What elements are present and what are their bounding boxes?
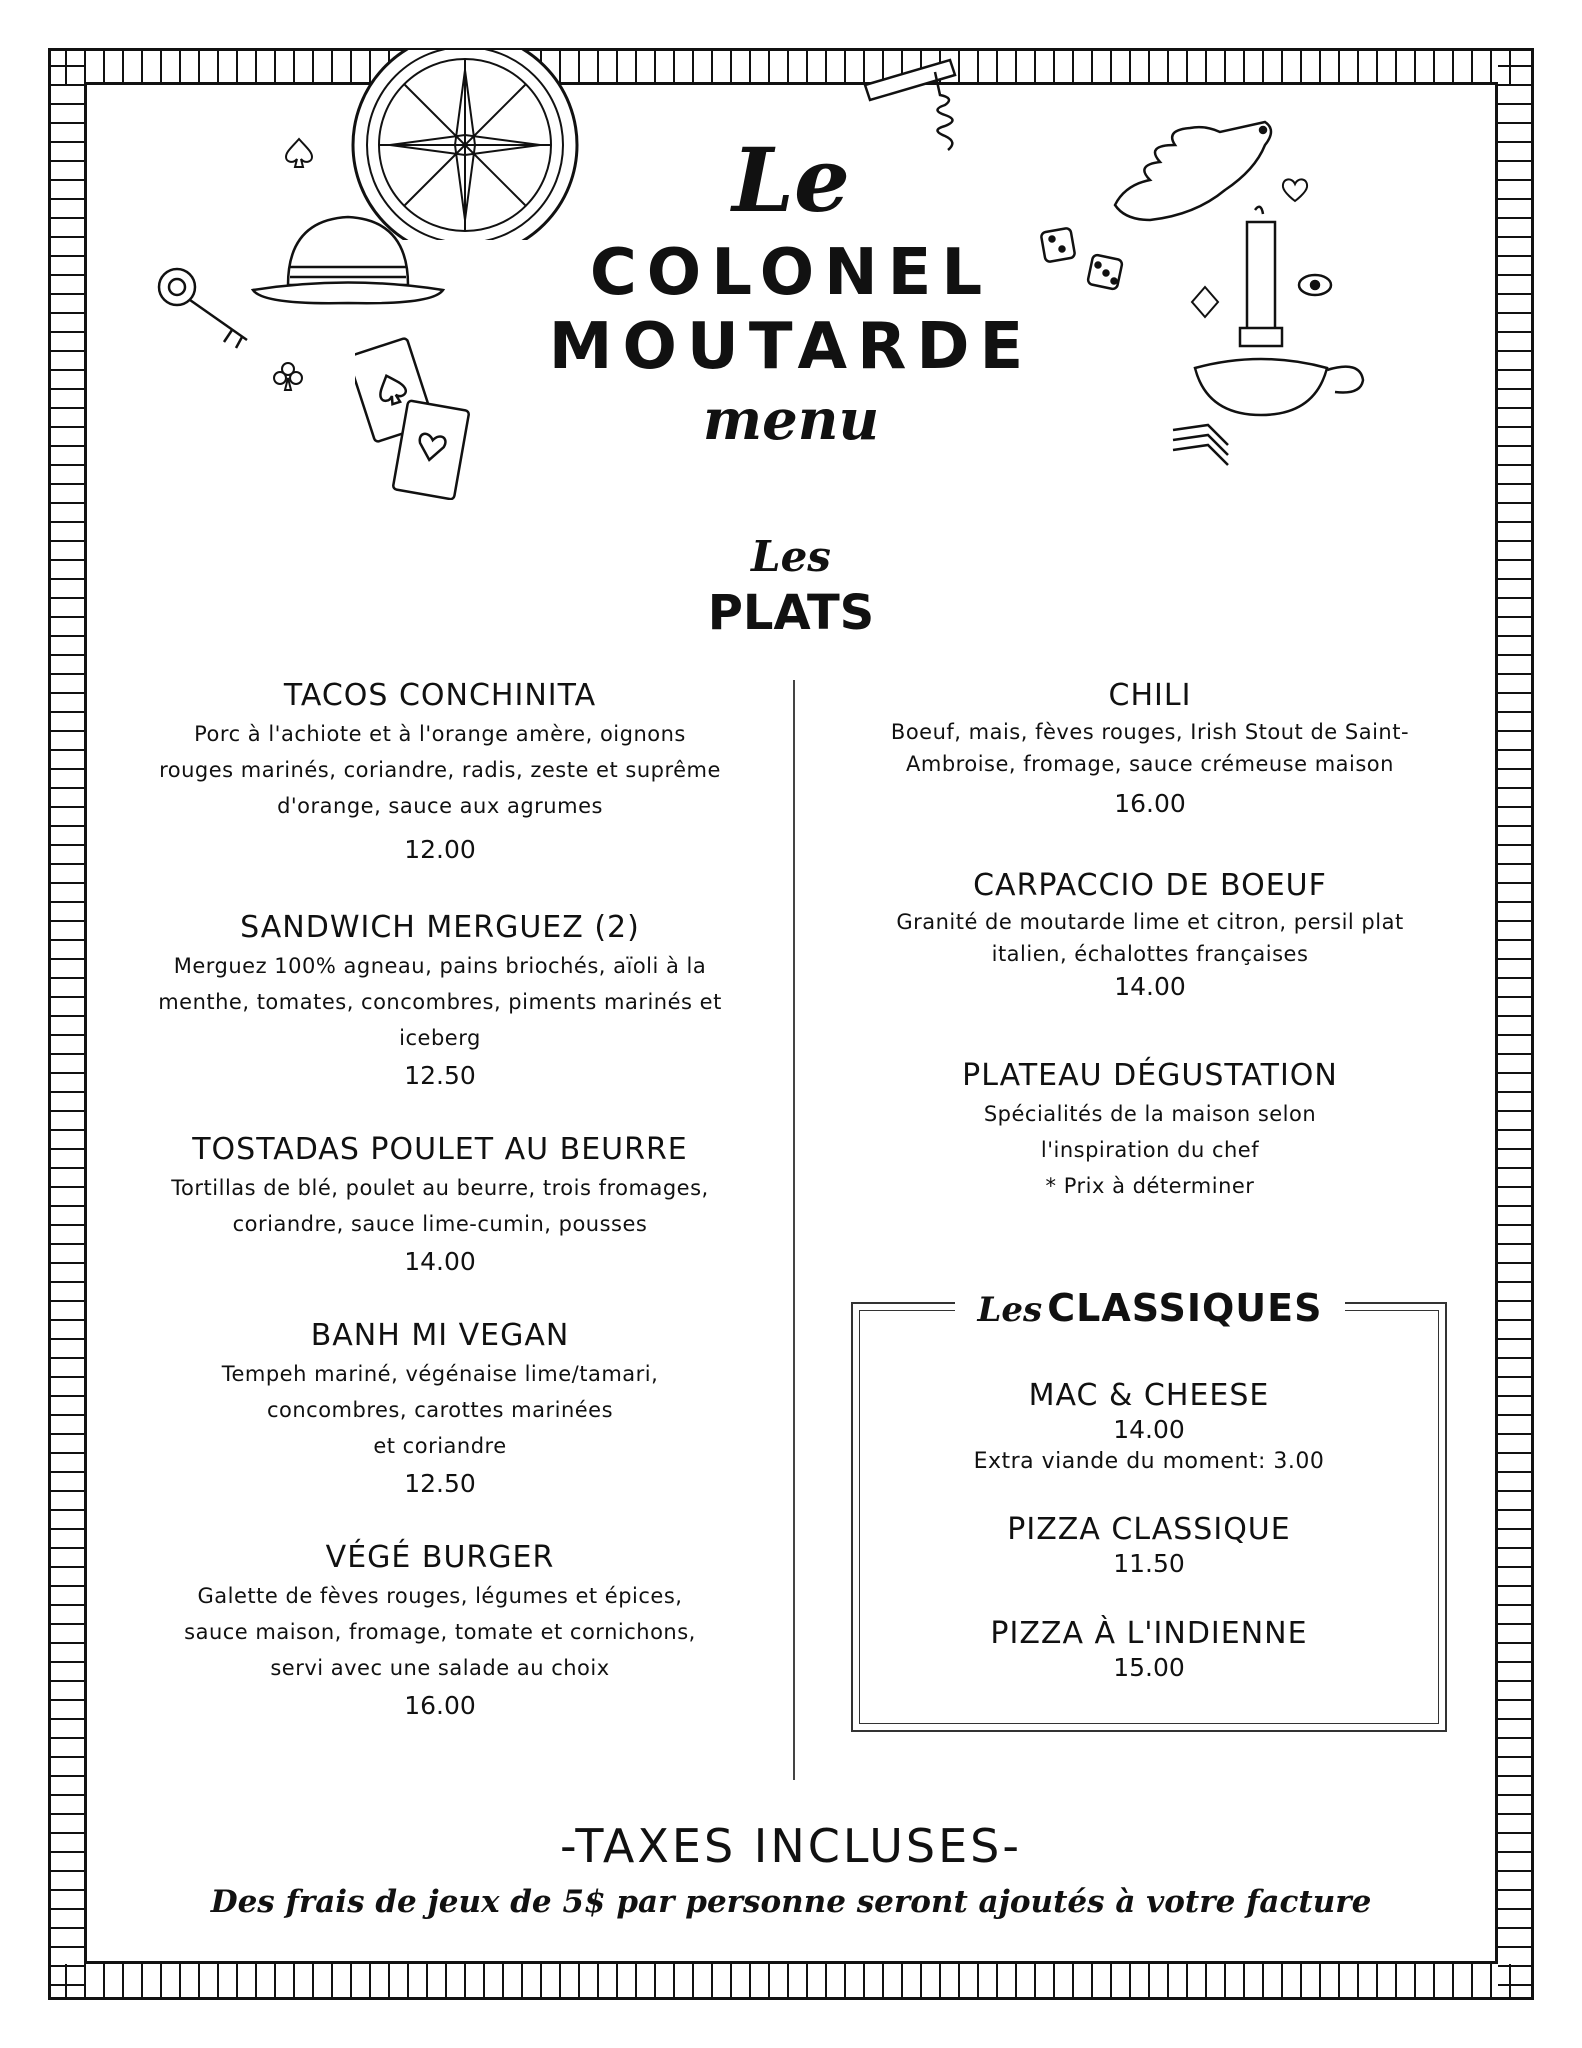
classiques-heading [955,1280,1345,1336]
item-desc-line: Granité de moutarde lime et citron, persil plat [896,910,1404,934]
item-price: 14.00 [1113,1415,1185,1444]
taxes-inclus: -TAXES INCLUSES- [560,1819,1022,1873]
column-divider [793,680,795,1780]
item-desc-line: sauce maison, fromage, tomate et cornichons, [184,1620,696,1644]
item-desc-line: Galette de fèves rouges, légumes et épices, [197,1584,683,1608]
item-price: 16.00 [404,1691,476,1720]
item-name: TACOS CONCHINITA [283,678,597,713]
item-desc-line: servi avec une salade au choix [270,1656,610,1680]
item-desc-line: iceberg [399,1026,481,1050]
item-price: 16.00 [1114,789,1186,818]
club-icon [272,360,304,392]
item-price: 12.50 [404,1469,476,1498]
item-desc-line: rouges marinés, coriandre, radis, zeste et suprême [159,758,721,782]
menu-item [120,1130,760,1282]
item-price: 12.50 [404,1061,476,1090]
item-desc-line: concombres, carottes marinées [266,1398,614,1422]
key-icon [152,262,262,352]
item-desc-line: et coriandre [373,1434,507,1458]
plats-title: PLATS [707,585,875,641]
title-moutarde: MOUTARDE [548,310,1034,384]
menu-item [830,866,1470,1004]
item-desc-line: l'inspiration du chef [1040,1138,1260,1162]
item-name: SANDWICH MERGUEZ (2) [240,910,640,945]
item-price: 14.00 [1114,972,1186,1001]
classiques-title: CLASSIQUES [1047,1286,1323,1330]
item-name: CARPACCIO DE BOEUF [973,868,1327,903]
item-name: PIZZA CLASSIQUE [1007,1512,1291,1547]
item-name: TOSTADAS POULET AU BEURRE [192,1132,688,1167]
item-name: BANH MI VEGAN [310,1318,570,1353]
chevron-stripes-icon [1168,420,1238,475]
item-desc-line: coriandre, sauce lime-cumin, pousses [232,1212,648,1236]
item-desc-line: Ambroise, fromage, sauce crémeuse maison [906,752,1394,776]
item-price: 14.00 [404,1247,476,1276]
item-name: VÉGÉ BURGER [325,1540,555,1575]
bowler-hat-icon [248,205,448,315]
menu-item [120,1316,760,1504]
classique-item [859,1378,1439,1478]
menu-item [120,676,760,870]
menu-item [830,1056,1470,1204]
menu-item [120,1538,760,1726]
menu-item [120,908,760,1096]
item-name: CHILI [1108,678,1192,713]
title-le: Le [732,128,850,232]
item-desc-line: Merguez 100% agneau, pains briochés, aïoli à la [173,954,707,978]
item-desc-line: d'orange, sauce aux agrumes [277,794,603,818]
item-desc-line: Tempeh mariné, végénaise lime/tamari, [221,1362,659,1386]
item-extra: Extra viande du moment: 3.00 [973,1449,1325,1474]
spade-icon [283,136,315,170]
item-price: 11.50 [1113,1549,1185,1578]
fees-note: Des frais de jeux de 5$ par personne seront ajoutés à votre facture [210,1884,1372,1920]
item-name: PIZZA À L'INDIENNE [990,1616,1308,1651]
item-desc-line: Boeuf, mais, fèves rouges, Irish Stout de Saint- [890,720,1410,744]
item-desc-line: italien, échalottes françaises [991,942,1309,966]
item-price: 15.00 [1113,1653,1185,1682]
candlestick-icon [1185,200,1395,430]
item-price: 12.00 [404,835,476,864]
classique-item [859,1512,1439,1580]
item-desc-line: Spécialités de la maison selon [983,1102,1317,1126]
item-desc-line: Porc à l'achiote et à l'orange amère, oignons [194,722,686,746]
item-desc-line: menthe, tomates, concombres, piments marinés et [158,990,722,1014]
item-name: PLATEAU DÉGUSTATION [962,1058,1338,1093]
plats-les: Les [751,532,831,581]
item-name: MAC & CHEESE [1028,1378,1270,1413]
classique-item [859,1616,1439,1684]
item-desc-line: * Prix à déterminer [1045,1174,1255,1198]
classiques-les: Les [977,1290,1043,1330]
title-menu: menu [702,387,880,453]
item-desc-line: Tortillas de blé, poulet au beurre, trois fromages, [171,1176,709,1200]
menu-item [830,676,1470,824]
title-colonel: COLONEL [589,236,993,310]
